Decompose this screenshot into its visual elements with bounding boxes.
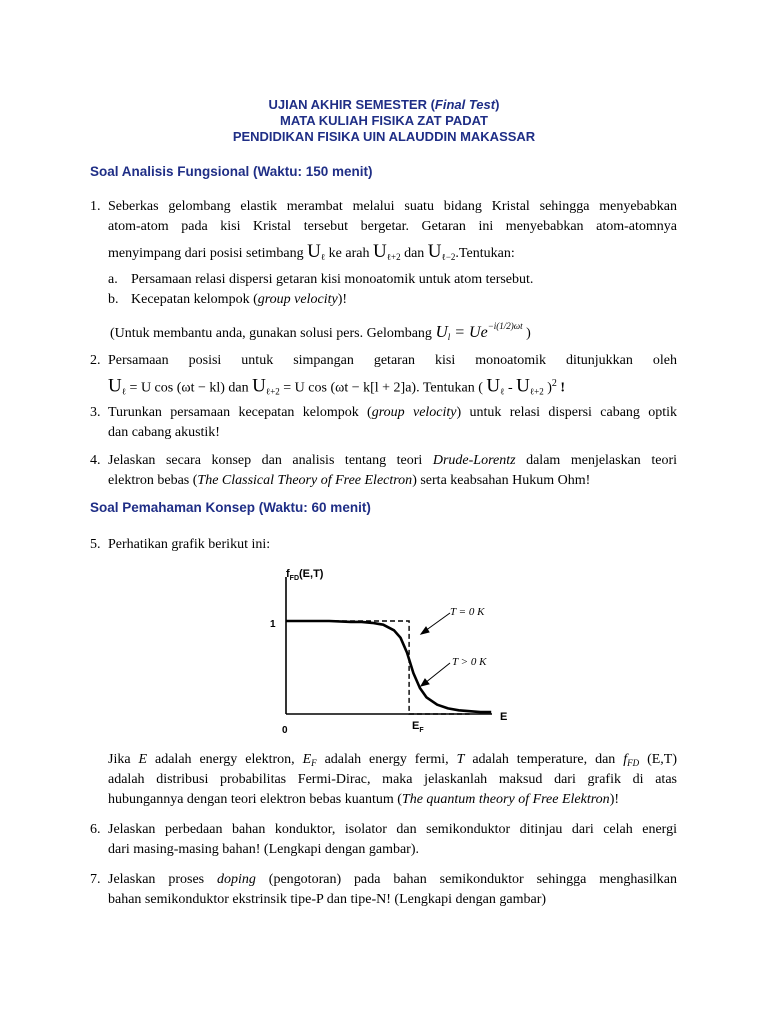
sub-l-plus-2: ℓ+2 <box>386 252 401 262</box>
q1-hint <box>110 316 531 347</box>
q1-line3 <box>108 242 677 267</box>
q5-p3-pre: hubungannya dengan teori elektron bebas kuantum ( <box>108 792 402 807</box>
q6-number: 6. <box>90 822 101 837</box>
sub-l: ℓ <box>121 386 127 397</box>
q1-b-label: b. <box>108 292 119 307</box>
q5-p1-F: F <box>311 758 317 768</box>
symbol-U: U <box>516 375 530 397</box>
q5-p1-c: adalah energy fermi, <box>316 752 457 767</box>
symbol-U: U <box>372 241 387 262</box>
q2-l2-c: - <box>504 380 517 396</box>
y-axis-label <box>286 568 324 582</box>
q5-p1-E: E <box>138 752 148 767</box>
q1-line3-b: ke arah <box>325 246 373 261</box>
q5-p1-f: f <box>623 752 628 767</box>
q3-number: 3. <box>90 405 101 420</box>
q2-l2-e: ! <box>556 380 566 396</box>
q1-line3-c: dan <box>400 246 428 261</box>
q3-line1 <box>108 403 677 423</box>
q2-line1: Persamaan posisi untuk simpangan getaran kisi monoatomik ditunjukkan oleh <box>108 353 677 368</box>
q5-p1-T: T <box>456 752 465 767</box>
q1-hint-pre: (Untuk membantu anda, gunakan solusi pers. Gelombang <box>110 326 436 341</box>
q4-pre: Jelaskan secara konsep dan analisis tentang teori <box>108 453 433 468</box>
y-tick-1: 1 <box>270 619 276 630</box>
q2-superscript: 2 <box>551 378 557 389</box>
q1-b-post: )! <box>337 292 348 307</box>
q7-line2: bahan semikonduktor ekstrinsik tipe-P dan tipe-N! (Lengkapi dengan gambar) <box>108 892 547 907</box>
q5-number: 5. <box>90 537 101 552</box>
sub-l: ℓ <box>320 252 326 262</box>
title-italic: Final Test <box>434 97 496 112</box>
title-pre: UJIAN AKHIR SEMESTER ( <box>268 97 435 112</box>
q5-p1-a: Jika <box>108 752 139 767</box>
q1-line3-d: .Tentukan: <box>455 246 515 261</box>
q6-line2: dari masing-masing bahan! (Lengkapi dengan gambar). <box>108 842 420 857</box>
q1-a-text: Persamaan relasi dispersi getaran kisi monoatomik untuk atom tersebut. <box>131 272 534 287</box>
q3-pre: Turunkan persamaan kecepatan kelompok ( <box>108 405 372 420</box>
origin-label: 0 <box>282 725 288 736</box>
q2-l2-a: = U cos (ωt − kl) dan <box>126 380 253 396</box>
q5-p1-b: adalah energy elektron, <box>147 752 303 767</box>
annotation-arrows <box>421 613 450 686</box>
q1-line2: atom-atom pada kisi Kristal tersebut bergetar. Getaran ini menyebabkan atom-atomnya <box>108 219 677 234</box>
y-label-args: (E,T) <box>299 568 324 580</box>
exam-title-line2: MATA KULIAH FISIKA ZAT PADAT <box>280 113 488 128</box>
x-axis-label: E <box>500 711 508 723</box>
q4-l2-post: ) serta keabsahan Hukum Ohm! <box>412 473 591 488</box>
symbol-U: U <box>108 375 122 397</box>
hint-U: U <box>435 322 448 341</box>
series-t-zero-line <box>286 621 470 714</box>
exam-title-line1 <box>0 97 768 112</box>
q7-pre: Jelaskan proses <box>108 872 218 887</box>
symbol-U: U <box>252 375 266 397</box>
hint-sub-l: l <box>447 332 451 342</box>
arrow-tpos <box>425 663 450 683</box>
q4-number: 4. <box>90 453 101 468</box>
q5-p3-post: )! <box>609 792 620 807</box>
fermi-energy-label <box>412 720 424 734</box>
q7-line1 <box>108 870 677 890</box>
sub-l-plus-2: ℓ+2 <box>265 386 280 397</box>
q2-l2-b: = U cos (ωt − k[l + 2]a). Tentukan ( <box>279 380 487 396</box>
fermi-E: E <box>412 720 420 732</box>
symbol-U: U <box>307 241 321 262</box>
section-heading-2: Soal Pemahaman Konsep (Waktu: 60 menit) <box>90 500 371 515</box>
y-label-f: f <box>286 568 290 580</box>
chart-axes <box>286 577 492 714</box>
q1-number: 1. <box>90 199 101 214</box>
q5-intro: Perhatikan grafik berikut ini: <box>108 537 271 552</box>
q1-line1: Seberkas gelombang elastik merambat melalui suatu bidang Kristal sehingga menyebabkan <box>108 199 677 214</box>
arrow-t0-head <box>421 627 429 634</box>
q2-number: 2. <box>90 353 101 368</box>
q1-b-italic: group velocity <box>257 292 338 307</box>
q1-hint-post: ) <box>522 326 531 341</box>
hint-exponent: −i(1/2)ωt <box>487 321 523 331</box>
fermi-dirac-graph <box>262 563 532 743</box>
q7-number: 7. <box>90 872 101 887</box>
q4-line1 <box>108 451 677 471</box>
symbol-U: U <box>427 241 442 262</box>
q7-italic: doping <box>217 872 256 887</box>
sub-l-minus-2: ℓ−2 <box>441 252 456 262</box>
q5-p1-EF: E <box>302 752 312 767</box>
q1-a-label: a. <box>108 272 118 287</box>
exam-title-line3: PENDIDIKAN FISIKA UIN ALAUDDIN MAKASSAR <box>232 129 536 144</box>
q7-post: (pengotoran) pada bahan semikonduktor sehingga menghasilkan <box>255 872 677 887</box>
q3-italic: group velocity <box>371 405 457 420</box>
arrow-tpos-head <box>421 679 429 686</box>
q5-paragraph-line2: adalah distribusi probabilitas Fermi-Dirac, maka jelaskanlah maksud dari grafik di atas <box>108 772 677 787</box>
section-heading-1: Soal Analisis Fungsional (Waktu: 150 menit) <box>90 164 373 179</box>
arrow-t0 <box>425 613 450 631</box>
q5-p1-FD: FD <box>627 758 640 768</box>
q4-l2-pre: elektron bebas ( <box>108 473 198 488</box>
q5-p1-d: adalah temperature, dan <box>464 752 624 767</box>
sub-l: ℓ <box>500 386 505 397</box>
hint-eq: = Ue <box>450 324 488 341</box>
q3-post: ) untuk relasi dispersi cabang optik <box>456 405 678 420</box>
q1-line3-a: menyimpang dari posisi setimbang <box>108 246 308 261</box>
fermi-sub: F <box>419 727 424 734</box>
q6-line1: Jelaskan perbedaan bahan konduktor, isolator dan semikonduktor ditinjau dari celah energi <box>108 822 677 837</box>
q1-b-text <box>131 290 347 310</box>
annotation-tpos: T > 0 K <box>452 656 487 668</box>
q4-line2 <box>108 471 590 491</box>
q2-l2-d: ) <box>543 380 552 396</box>
q5-p1-e: (E,T) <box>639 752 677 767</box>
q5-p3-italic: The quantum theory of Free Elektron <box>401 792 610 807</box>
symbol-U: U <box>486 375 501 397</box>
q4-post: dalam menjelaskan teori <box>515 453 677 468</box>
q1-b-pre: Kecepatan kelompok ( <box>131 292 258 307</box>
q2-line2 <box>108 374 677 402</box>
annotation-t0: T = 0 K <box>450 606 485 618</box>
y-label-sub: FD <box>289 575 300 582</box>
sub-l-plus-2: ℓ+2 <box>529 386 544 397</box>
q4-italic: Drude-Lorentz <box>432 453 516 468</box>
title-post: ) <box>495 97 500 112</box>
q5-paragraph-line3 <box>108 790 619 810</box>
q3-line2: dan cabang akustik! <box>108 425 220 440</box>
q4-l2-italic: The Classical Theory of Free Electron <box>197 473 413 488</box>
